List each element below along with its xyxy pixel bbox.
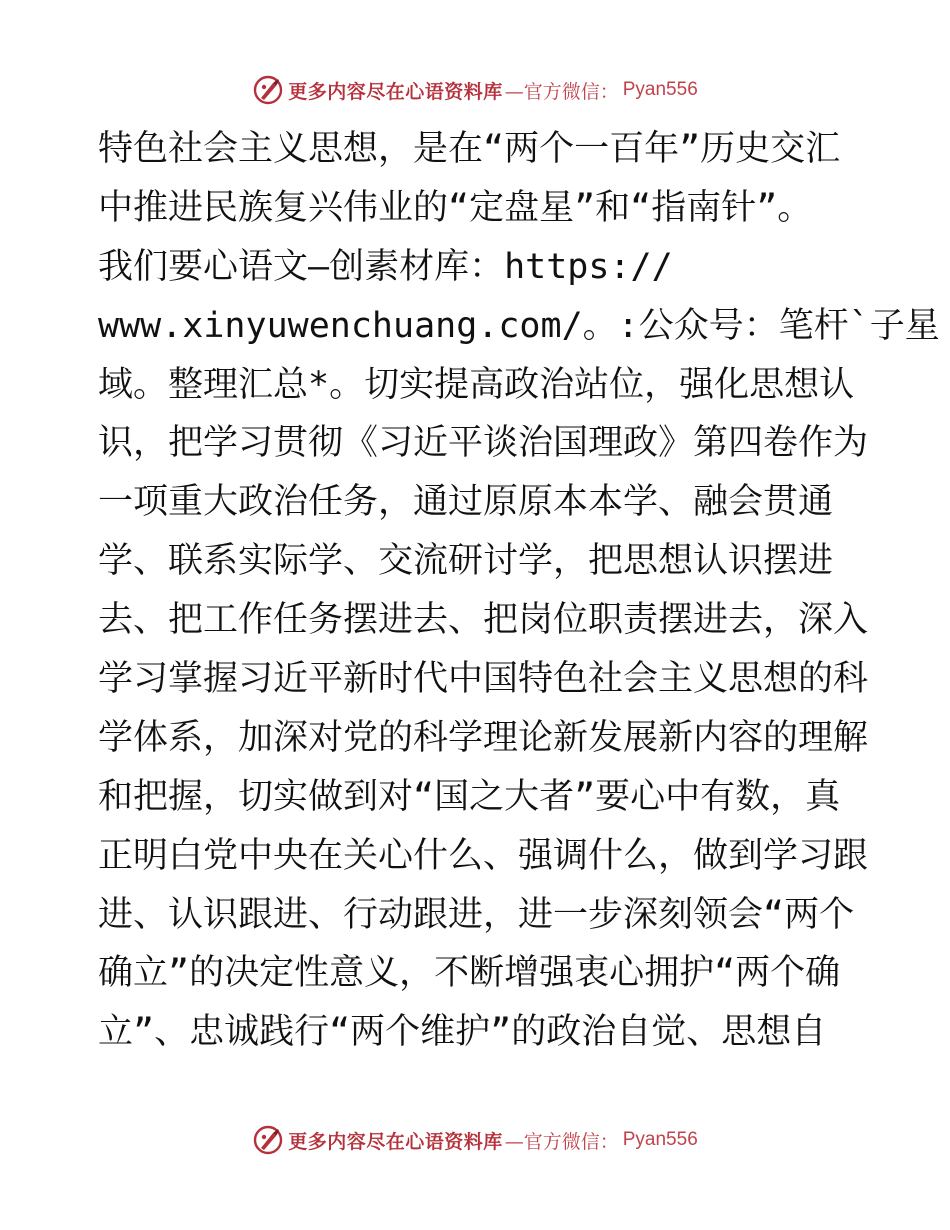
body-line: 中推进民族复兴伟业的“定盘星”和“指南针”。 — [98, 187, 813, 228]
body-line: 我们要心语文—创素材库：https:// — [98, 246, 673, 287]
body-line: 学、联系实际学、交流研讨学，把思想认识摆进 — [98, 541, 834, 582]
header-watermark-banner — [0, 68, 950, 112]
body-line: 确立”的决定性意义，不断增强衷心拥护“两个确 — [98, 953, 841, 994]
body-line: 学习掌握习近平新时代中国特色社会主义思想的科 — [98, 659, 869, 700]
footer-official-label: —官方微信： — [504, 1130, 619, 1153]
body-line: 正明白党中央在关心什么、强调什么，做到学习跟 — [98, 835, 869, 876]
body-line: 域。整理汇总*。切实提高政治站位，强化思想认 — [98, 364, 855, 405]
header-wechat-id: Pyan556 — [622, 79, 698, 100]
body-line: 和把握，切实做到对“国之大者”要心中有数，真 — [98, 776, 841, 817]
footer-wechat-id: Pyan556 — [622, 1129, 698, 1150]
body-line: 学体系，加深对党的科学理论新发展新内容的理解 — [98, 717, 869, 758]
quill-pen-logo-icon — [252, 74, 284, 106]
footer-brand-text: 更多内容尽在心语资料库 — [288, 1130, 503, 1153]
body-line: 进、认识跟进、行动跟进，进一步深刻领会“两个 — [98, 894, 855, 935]
body-line: 特色社会主义思想，是在“两个一百年”历史交汇 — [98, 129, 841, 169]
body-line: 识，把学习贯彻《习近平谈治国理政》第四卷作为 — [98, 423, 869, 464]
header-official-label: —官方微信： — [504, 80, 619, 103]
body-line: 一项重大政治任务，通过原原本本学、融会贯通 — [98, 482, 834, 523]
body-line: 立”、忠诚践行“两个维护”的政治自觉、思想自 — [98, 1012, 827, 1053]
body-line: 去、把工作任务摆进去、把岗位职责摆进去，深入 — [98, 600, 869, 641]
quill-pen-logo-icon — [252, 1124, 284, 1156]
body-text — [98, 120, 940, 1062]
body-line: www.xinyuwenchuang.com/。:公众号：笔杆`子星 — [98, 305, 940, 346]
header-brand-text: 更多内容尽在心语资料库 — [288, 80, 503, 103]
footer-watermark-banner — [0, 1118, 950, 1162]
